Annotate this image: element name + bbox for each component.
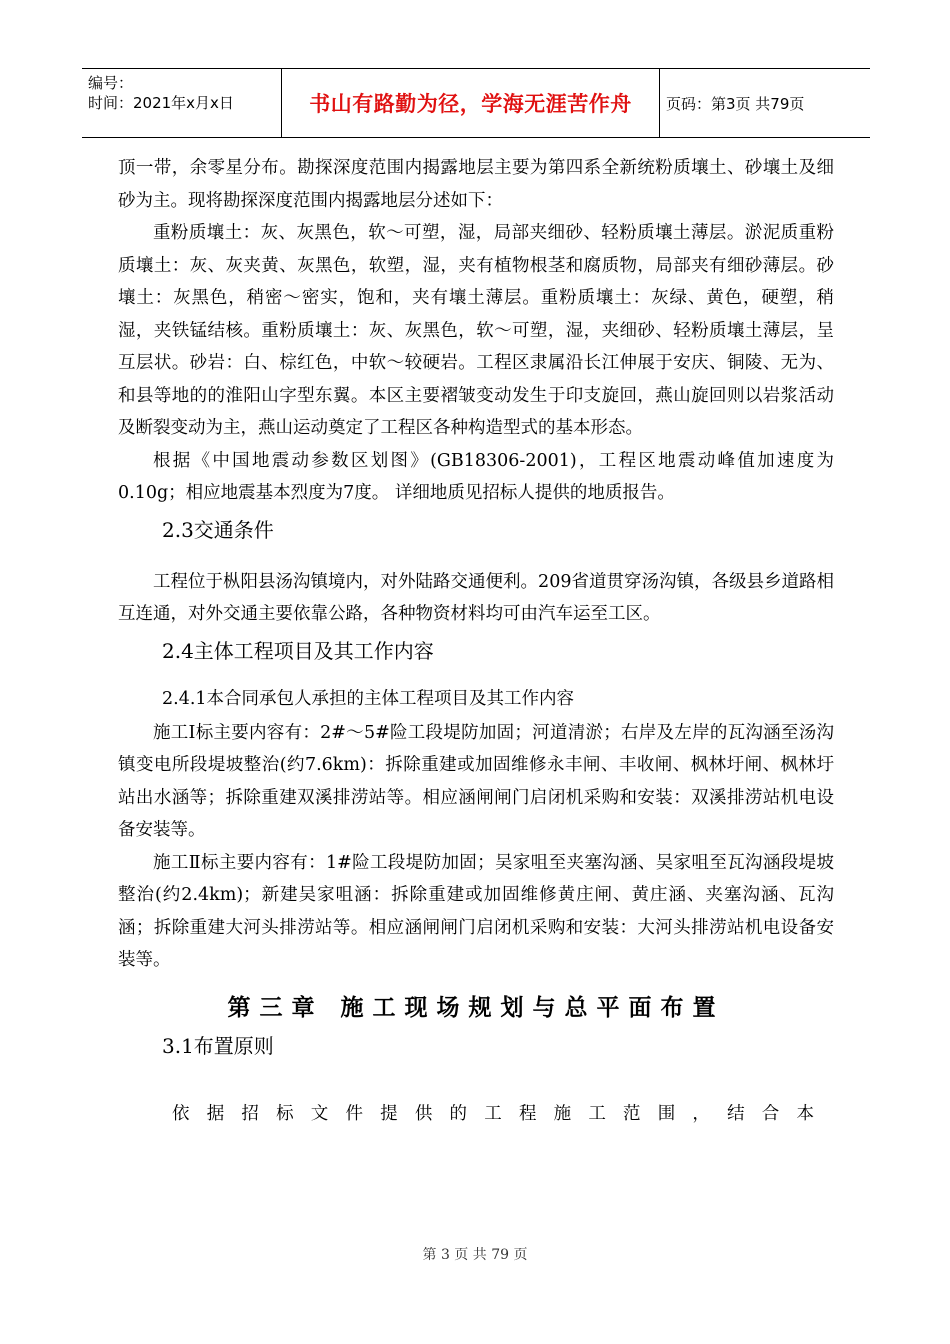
chapter-title: 第三章 施工现场规划与总平面布置 — [227, 994, 725, 1021]
header-motto: 书山有路勤为径，学海无涯苦作舟 — [309, 92, 632, 116]
paragraph-seismic: 根据《中国地震动参数区划图》(GB18306-2001)，工程区地震动峰值加速度为0.10g；相应地震基本烈度为7度。 详细地质见招标人提供的地质报告。 — [118, 450, 834, 503]
document-date: 时间：2021年x月x日 — [88, 94, 234, 112]
page-footer: 第 3 页 共 79 页 — [422, 1247, 528, 1263]
heading-3-1: 3.1布置原则 — [162, 1033, 274, 1058]
paragraph-lot-1: 施工Ⅰ标主要内容有：2#～5#险工段堤防加固；河道清淤；右岸及左岸的瓦沟涵至汤沟镇变电所段堤坡整治(约7.6km)：拆除重建或加固维修永丰闸、丰收闸、枫林圩闸、枫林圩站出水涵等；拆除重建双溪排涝站等。相应涵闸闸门启闭机采购和安装：双溪排涝站机电设备安装等。 — [118, 722, 834, 840]
paragraph-lot-2: 施工Ⅱ标主要内容有：1#险工段堤防加固；吴家咀至夹塞沟涵、吴家咀至瓦沟涵段堤坡整治(约2.4km)；新建吴家咀涵：拆除重建或加固维修黄庄闸、黄庄涵、夹塞沟涵、瓦沟涵；拆除重建大河头排涝站等。相应涵闸闸门启闭机采购和安装：大河头排涝站机电设备安装等。 — [118, 852, 834, 970]
header-motto-cell — [282, 69, 660, 137]
heading-2-3: 2.3交通条件 — [162, 517, 274, 542]
page-header — [82, 68, 870, 138]
header-page-info: 页码：第3页 共79页 — [666, 94, 805, 113]
paragraph-continuation: 顶一带，余零星分布。勘探深度范围内揭露地层主要为第四系全新统粉质壤土、砂壤土及细砂为主。现将勘探深度范围内揭露地层分述如下： — [118, 158, 834, 211]
heading-2-4: 2.4主体工程项目及其工作内容 — [162, 638, 434, 663]
document-number-label: 编号： — [88, 74, 134, 92]
heading-2-4-1: 2.4.1本合同承包人承担的主体工程项目及其工作内容 — [162, 688, 575, 709]
paragraph-principle: 依据招标文件提供的工程施工范围，结合本 — [172, 1103, 818, 1124]
paragraph-strata: 重粉质壤土：灰、灰黑色，软～可塑，湿，局部夹细砂、轻粉质壤土薄层。淤泥质重粉质壤土：灰、灰夹黄、灰黑色，软塑，湿，夹有植物根茎和腐质物，局部夹有细砂薄层。砂壤土：灰黑色，稍密～密实，饱和，夹有壤土薄层。重粉质壤土：灰绿、黄色，硬塑，稍湿，夹铁锰结核。重粉质壤土：灰、灰黑色，软～可塑，湿，夹细砂、轻粉质壤土薄层，呈互层状。砂岩：白、棕红色，中软～较硬岩。工程区隶属沿长江伸展于安庆、铜陵、无为、和县等地的的淮阳山字型东翼。本区主要褶皱变动发生于印支旋回，燕山旋回则以岩浆活动及断裂变动为主，燕山运动奠定了工程区各种构造型式的基本形态。 — [118, 223, 834, 438]
header-meta — [82, 69, 282, 137]
paragraph-traffic: 工程位于枞阳县汤沟镇境内，对外陆路交通便利。209省道贯穿汤沟镇，各级县乡道路相互连通，对外交通主要依靠公路，各种物资材料均可由汽车运至工区。 — [118, 571, 834, 624]
document-body — [118, 152, 834, 1130]
